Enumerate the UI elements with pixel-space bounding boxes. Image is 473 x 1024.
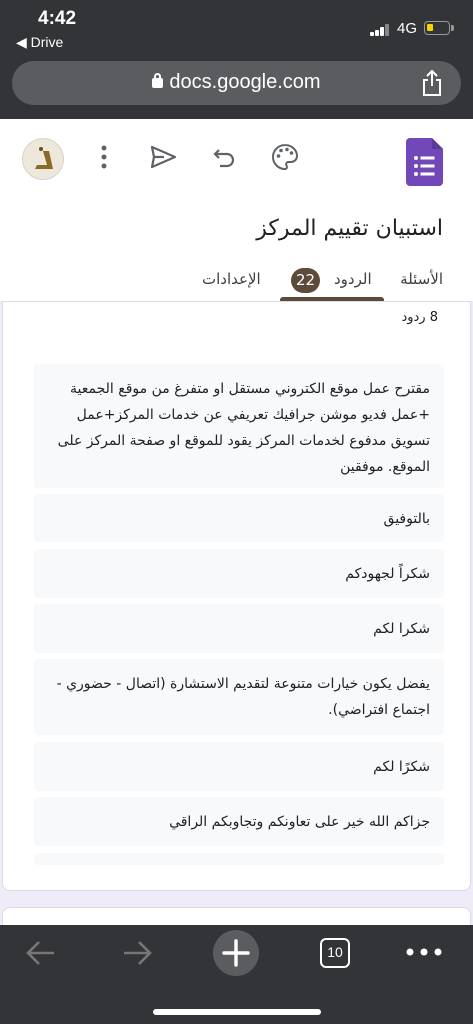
tab-settings[interactable]: الإعدادات bbox=[202, 270, 261, 288]
google-forms-logo-icon bbox=[406, 138, 443, 186]
responses-card bbox=[2, 301, 471, 891]
response-item: يفضل يكون خيارات متنوعة لتقديم الاستشارة (اتصال - حضوري - اجتماع افتراضي). bbox=[34, 659, 444, 735]
address-bar[interactable] bbox=[12, 61, 461, 105]
response-item-partial bbox=[34, 853, 444, 865]
tab-questions[interactable]: الأسئلة bbox=[400, 270, 443, 288]
lock-icon bbox=[152, 78, 163, 88]
back-to-app-button[interactable]: ◀ Drive bbox=[16, 34, 64, 50]
status-time: 4:42 bbox=[38, 8, 77, 29]
new-tab-button[interactable] bbox=[213, 930, 259, 976]
form-title: استبيان تقييم المركز bbox=[256, 216, 443, 241]
response-item: جزاكم الله خير على تعاونكم وتجاوبكم الراقي bbox=[34, 797, 444, 846]
share-icon[interactable] bbox=[420, 69, 444, 97]
response-item: شكرا لكم bbox=[34, 604, 444, 653]
battery-icon bbox=[424, 21, 450, 35]
response-item: مقترح عمل موقع الكتروني مستقل او متفرغ من موقع الجمعية +عمل فديو موشن جرافيك تعريفي عن خدمات المركز+عمل تسويق مدفوع لخدمات المركز يقود للموقع او صفحة المركز على الموقع. موفقين bbox=[34, 364, 444, 488]
tab-responses[interactable]: الردود bbox=[334, 270, 372, 288]
back-app-label: Drive bbox=[30, 34, 64, 50]
more-menu-icon[interactable] bbox=[404, 946, 444, 958]
undo-icon[interactable] bbox=[210, 142, 240, 172]
logo-icon bbox=[23, 139, 64, 180]
back-arrow-icon[interactable] bbox=[24, 938, 58, 968]
more-options-icon[interactable] bbox=[92, 142, 122, 172]
palette-icon[interactable] bbox=[270, 142, 300, 172]
responses-count: 8 ردود bbox=[401, 310, 438, 325]
signal-icon bbox=[370, 24, 390, 36]
network-type: 4G bbox=[397, 20, 418, 37]
response-item: بالتوفيق bbox=[34, 494, 444, 542]
responses-count-badge: 22 bbox=[291, 268, 320, 293]
response-item: شكرًا لكم bbox=[34, 742, 444, 791]
plus-icon bbox=[213, 930, 259, 976]
url-text: docs.google.com bbox=[169, 71, 321, 93]
home-indicator[interactable] bbox=[153, 1009, 321, 1015]
avatar[interactable] bbox=[22, 138, 64, 180]
send-icon[interactable] bbox=[148, 142, 178, 172]
response-item: شكراً لجهودكم bbox=[34, 549, 444, 598]
tab-switcher-button[interactable]: 10 bbox=[320, 938, 350, 968]
forward-arrow-icon[interactable] bbox=[120, 938, 154, 968]
